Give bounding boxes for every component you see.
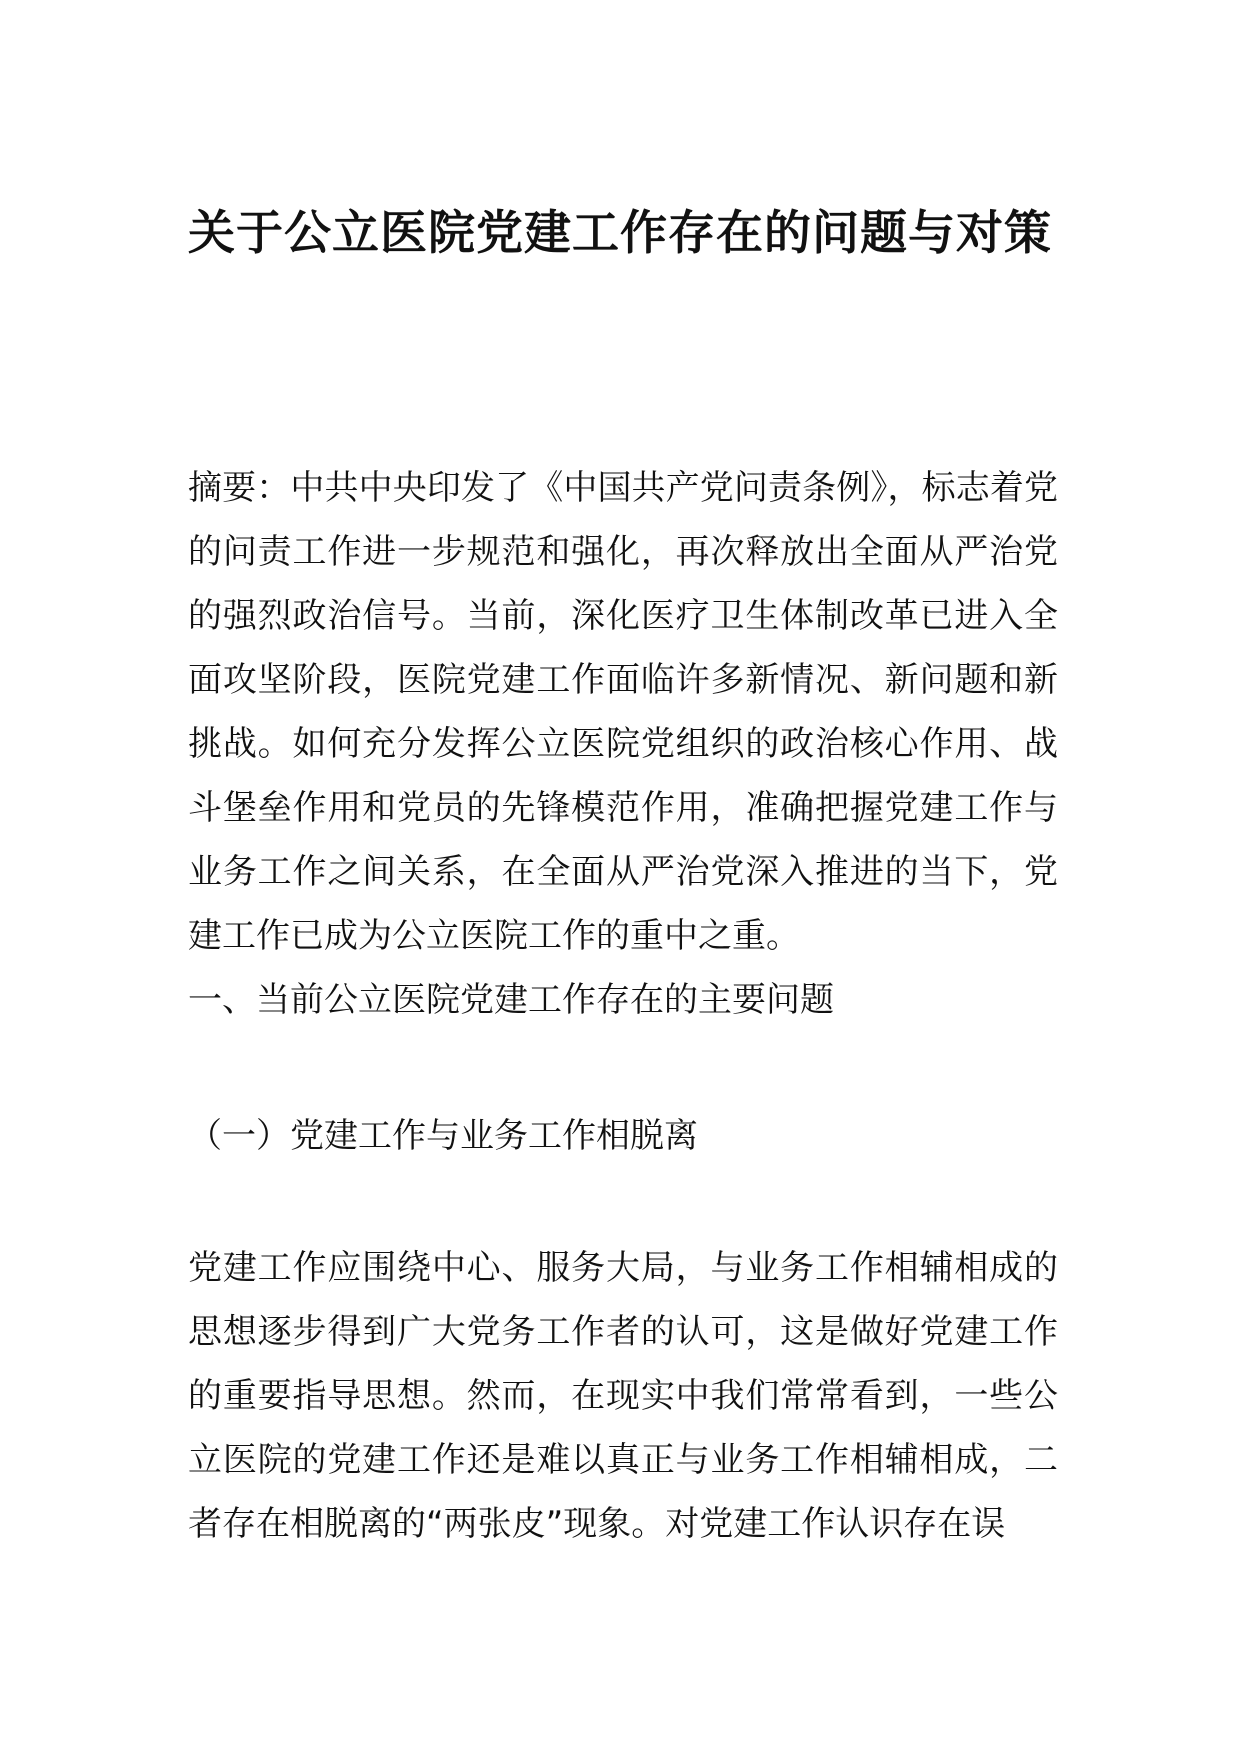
body-paragraph: 党建工作应围绕中心、服务大局，与业务工作相辅相成的思想逐步得到广大党务工作者的认可，这是做好党建工作的重要指导思想。然而，在现实中我们常常看到，一些公立医院的党建工作还是难以真正与业务工作相辅相成，二者存在相脱离的“两张皮”现象。对党建工作认识存在误 xyxy=(188,1248,1058,1544)
abstract-paragraph: 摘要：中共中央印发了《中国共产党问责条例》，标志着党的问责工作进一步规范和强化，再次释放出全面从严治党的强烈政治信号。当前，深化医疗卫生体制改革已进入全面攻坚阶段，医院党建工作面临许多新情况、新问题和新挑战。如何充分发挥公立医院党组织的政治核心作用、战斗堡垒作用和党员的先锋模范作用，准确把握党建工作与业务工作之间关系，在全面从严治党深入推进的当下，党建工作已成为公立医院工作的重中之重。 xyxy=(188,468,1058,956)
document-title: 关于公立医院党建工作存在的问题与对策 xyxy=(188,206,1052,261)
section-heading: 一、当前公立医院党建工作存在的主要问题 xyxy=(188,980,834,1020)
subsection-heading: （一）党建工作与业务工作相脱离 xyxy=(188,1116,698,1156)
